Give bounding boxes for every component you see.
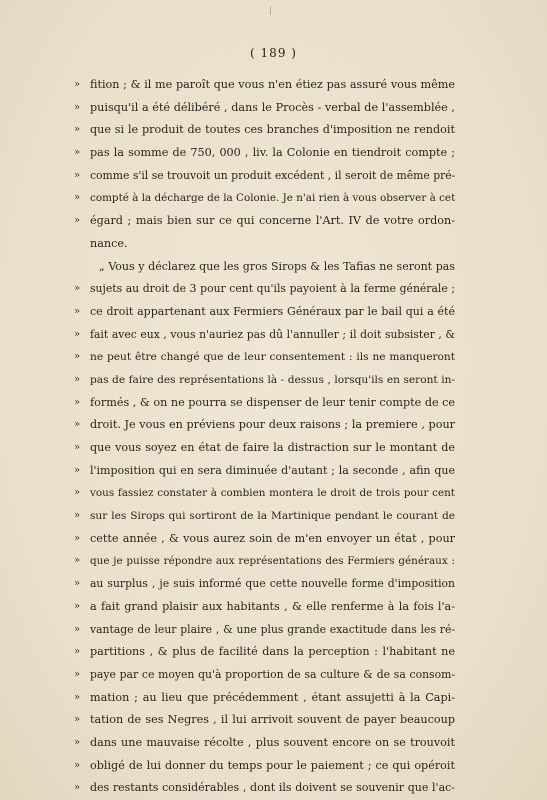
quote-mark: » xyxy=(74,646,81,658)
text-line xyxy=(0,664,547,687)
line-text: pas de faire des représentations là - dessus , lorsqu'ils en seront in- xyxy=(90,373,455,386)
text-line xyxy=(0,74,547,97)
quote-mark: » xyxy=(74,396,81,408)
quote-mark: » xyxy=(74,305,81,317)
text-line xyxy=(0,324,547,347)
line-text: compté à la décharge de la Colonie. Je n'ai rien à vous observer à cet xyxy=(90,192,456,205)
line-text: sur les Sirops qui sortiront de la Martinique pendant le courant de xyxy=(90,510,455,523)
text-line xyxy=(0,619,547,642)
body-text xyxy=(0,74,547,800)
text-line xyxy=(0,187,547,210)
quote-mark: » xyxy=(74,373,81,385)
line-text: fait avec eux , vous n'auriez pas dû l'annuller ; il doit subsister , & xyxy=(90,327,455,341)
text-line xyxy=(0,709,547,732)
text-line xyxy=(0,482,547,505)
text-line xyxy=(0,165,547,188)
text-line xyxy=(0,392,547,415)
quote-mark: » xyxy=(74,442,81,453)
quote-mark: » xyxy=(74,464,81,476)
line-text: puisqu'il a été délibéré , dans le Procès - verbal de l'assemblée , xyxy=(90,100,455,114)
text-line xyxy=(0,460,547,483)
quote-mark: » xyxy=(74,487,81,499)
quote-mark: » xyxy=(74,578,81,590)
text-line xyxy=(0,278,547,301)
quote-mark: » xyxy=(74,691,81,703)
line-text: nance. xyxy=(90,236,128,250)
text-line xyxy=(0,256,547,279)
line-text: obligé de lui donner du temps pour le paiement ; ce qui opéroit xyxy=(90,758,455,772)
quote-mark: » xyxy=(74,600,81,612)
text-line xyxy=(0,641,547,664)
text-line xyxy=(0,437,547,460)
line-text: ne peut être changé que de leur consentement : ils ne manqueront xyxy=(90,351,455,364)
text-line xyxy=(0,732,547,755)
text-line xyxy=(0,301,547,324)
paper-mark xyxy=(270,6,271,15)
line-text: cette année , & vous aurez soin de m'en envoyer un état , pour xyxy=(90,531,455,545)
quote-mark: » xyxy=(74,215,81,227)
quote-mark: » xyxy=(74,759,81,771)
quote-mark: » xyxy=(74,623,81,635)
text-line xyxy=(0,687,547,710)
line-text: mation ; au lieu que précédemment , étant assujetti à la Capi- xyxy=(90,690,455,704)
page-number: ( 189 ) xyxy=(250,46,297,60)
line-text: fition ; & il me paroît que vous n'en étiez pas assuré vous même xyxy=(90,78,455,91)
line-text: que vous soyez en état de faire la distraction sur le montant de xyxy=(90,441,455,454)
quote-mark: » xyxy=(74,532,81,544)
line-text: tation de ses Negres , il lui arrivoit souvent de payer beaucoup xyxy=(90,713,455,727)
quote-mark: » xyxy=(74,79,81,90)
line-text: formés , & on ne pourra se dispenser de leur tenir compte de ce xyxy=(90,395,456,409)
text-line xyxy=(0,596,547,619)
text-line xyxy=(0,210,547,233)
quote-mark: » xyxy=(74,419,81,431)
quote-mark: » xyxy=(74,736,81,748)
line-text: vous fassiez constater à combien montera le droit de trois pour cent xyxy=(90,487,455,500)
line-text: des restants considérables , dont ils doivent se souvenir que l'ac- xyxy=(90,781,455,795)
text-line xyxy=(0,777,547,800)
line-text: partitions , & plus de facilité dans la perception : l'habitant ne xyxy=(90,645,455,659)
text-line xyxy=(0,573,547,596)
text-line xyxy=(0,528,547,551)
line-text: que si le produit de toutes ces branches d'imposition ne rendoit xyxy=(90,123,455,137)
quote-mark: » xyxy=(74,283,81,295)
text-line xyxy=(0,119,547,142)
quote-mark: » xyxy=(74,169,81,181)
text-line xyxy=(0,550,547,573)
line-text: dans une mauvaise récolte , plus souvent encore on se trouvoit xyxy=(90,735,455,749)
quote-mark: » xyxy=(74,192,81,204)
quote-mark: » xyxy=(74,124,81,136)
line-text: a fait grand plaisir aux habitants , & elle renferme à la fois l'a- xyxy=(90,599,455,613)
line-text: vantage de leur plaire , & une plus grande exactitude dans les ré- xyxy=(90,622,455,636)
line-text: sujets au droit de 3 pour cent qu'ils payoient à la ferme générale ; xyxy=(90,282,455,296)
text-line xyxy=(0,233,547,256)
line-text: ce droit appartenant aux Fermiers Généraux par le bail qui a été xyxy=(90,304,455,318)
quote-mark: » xyxy=(74,328,81,340)
quote-mark: » xyxy=(74,147,81,159)
line-text: comme s'il se trouvoit un produit excédent , il seroit de même pré- xyxy=(90,168,456,182)
line-text: „ Vous y déclarez que les gros Sirops & les Tafias ne seront pas xyxy=(99,259,455,273)
quote-mark: » xyxy=(74,668,81,680)
line-text: pas la somme de 750, 000 , liv. la Colonie en tiendroit compte ; xyxy=(90,146,455,160)
text-line xyxy=(0,97,547,120)
quote-mark: » xyxy=(74,714,81,726)
text-line xyxy=(0,414,547,437)
text-line xyxy=(0,755,547,778)
line-text: paye par ce moyen qu'à proportion de sa culture & de sa consom- xyxy=(90,667,455,681)
quote-mark: » xyxy=(74,510,81,522)
line-text: l'imposition qui en sera diminuée d'autant ; la seconde , afin que xyxy=(90,463,455,477)
line-text: au surplus , je suis informé que cette nouvelle forme d'imposition xyxy=(90,577,455,591)
text-line xyxy=(0,505,547,528)
line-text: que je puisse répondre aux représentations des Fermiers généraux : xyxy=(90,555,455,568)
text-line xyxy=(0,142,547,165)
quote-mark: » xyxy=(74,555,81,567)
line-text: droit. Je vous en préviens pour deux raisons ; la premiere , pour xyxy=(90,418,455,432)
line-text: égard ; mais bien sur ce qui concerne l'Art. IV de votre ordon- xyxy=(90,214,455,228)
quote-mark: » xyxy=(74,101,81,113)
text-line xyxy=(0,346,547,369)
quote-mark: » xyxy=(74,351,81,363)
text-line xyxy=(0,369,547,392)
quote-mark: » xyxy=(74,782,81,794)
